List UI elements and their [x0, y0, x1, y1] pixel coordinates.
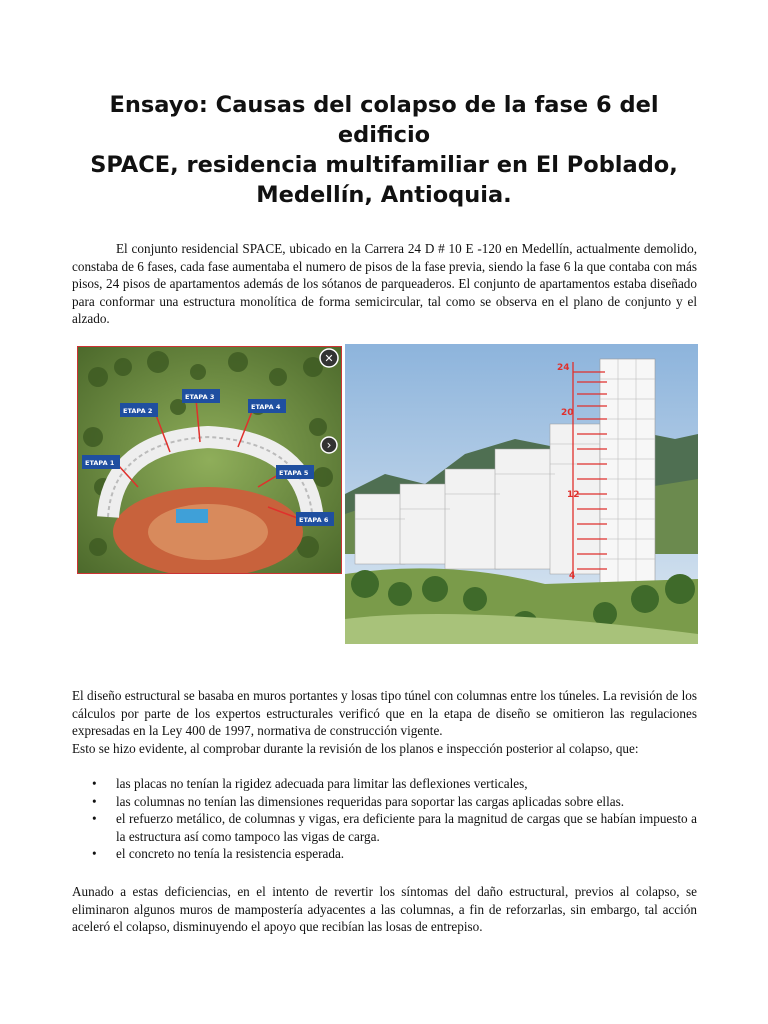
document-title [60, 90, 708, 210]
svg-text:›: › [326, 438, 332, 452]
etapa-label: ETAPA 2 [123, 407, 153, 415]
building-elevation-image [345, 344, 698, 644]
list-item-text: las columnas no tenían las dimensiones requeridas para soportar las cargas aplicadas sobre ellas. [116, 793, 625, 809]
site-plan-image [77, 346, 342, 574]
list-item [72, 793, 697, 811]
floor-mark: 4 [569, 571, 576, 581]
bullet-glyph: • [92, 793, 97, 809]
svg-text:✕: ✕ [324, 352, 334, 365]
bullet-glyph: • [92, 846, 97, 861]
title-line: Ensayo: Causas del colapso de la fase 6 del edificio [109, 92, 659, 148]
paragraph-structural-design: El diseño estructural se basaba en muros portantes y losas tipo túnel con columnas entre los túneles. La revisión de los cálculos por parte de los expertos estructurales verificó que en la etapa de diseño se omitieron las regulaciones expresadas en la Ley 400 de 1997, normativa de construcción vigente. [72, 688, 697, 738]
floor-mark: 20 [561, 408, 574, 418]
paragraph-evidence: Esto se hizo evidente, al comprobar durante la revisión de los planos e inspección posterior al colapso, que: [72, 741, 639, 756]
paragraph-conclusion: Aunado a estas deficiencias, en el intento de revertir los síntomas del daño estructural, previos al colapso, se eliminaron algunos muros de mampostería adyacentes a las columnas, a fin de reforzarlas, sin embargo, tal acción aceleró el colapso, disminuyendo el apoyo que recibían las losas de entrepiso. [72, 884, 697, 934]
list-item-text: el concreto no tenía la resistencia esperada. [116, 846, 345, 861]
list-item-text: las placas no tenían la rigidez adecuada para limitar las deflexiones verticales, [116, 776, 528, 791]
etapa-label: ETAPA 3 [185, 393, 215, 401]
bullet-glyph: • [92, 811, 97, 826]
etapa-label: ETAPA 5 [279, 469, 309, 477]
paragraph-intro: El conjunto residencial SPACE, ubicado en la Carrera 24 D # 10 E -120 en Medellín, actualmente demolido, constaba de 6 fases, cada fase aumentaba el numero de pisos de la fase previa, siendo la fase 6 la que contaba con más pisos, 24 pisos de apartamentos además de los sótanos de parqueaderos. El conjunto de apartamentos estaba diseñado para conformar una estructura monolítica de forma semicircular, tal como se observa en el plano de conjunto y el alzado. [72, 241, 697, 326]
floor-mark: 24 [557, 363, 570, 373]
etapa-label: ETAPA 6 [299, 516, 329, 524]
list-item [72, 775, 697, 793]
title-line: Medellín, Antioquia. [256, 182, 512, 208]
list-item [72, 845, 697, 863]
bullet-glyph: • [92, 776, 97, 791]
deficiency-list [72, 775, 697, 863]
chevron-right-icon[interactable] [321, 437, 337, 453]
list-item-text: el refuerzo metálico, de columnas y vigas, era deficiente para la magnitud de cargas que se habían impuesto a la estructura así como tampoco las vigas de carga. [116, 811, 697, 844]
etapa-label: ETAPA 1 [85, 459, 115, 467]
close-icon[interactable] [320, 349, 338, 367]
list-item [72, 810, 697, 845]
title-line: SPACE, residencia multifamiliar en El Poblado, [90, 152, 678, 178]
floor-mark: 12 [567, 490, 580, 500]
etapa-label: ETAPA 4 [251, 403, 281, 411]
